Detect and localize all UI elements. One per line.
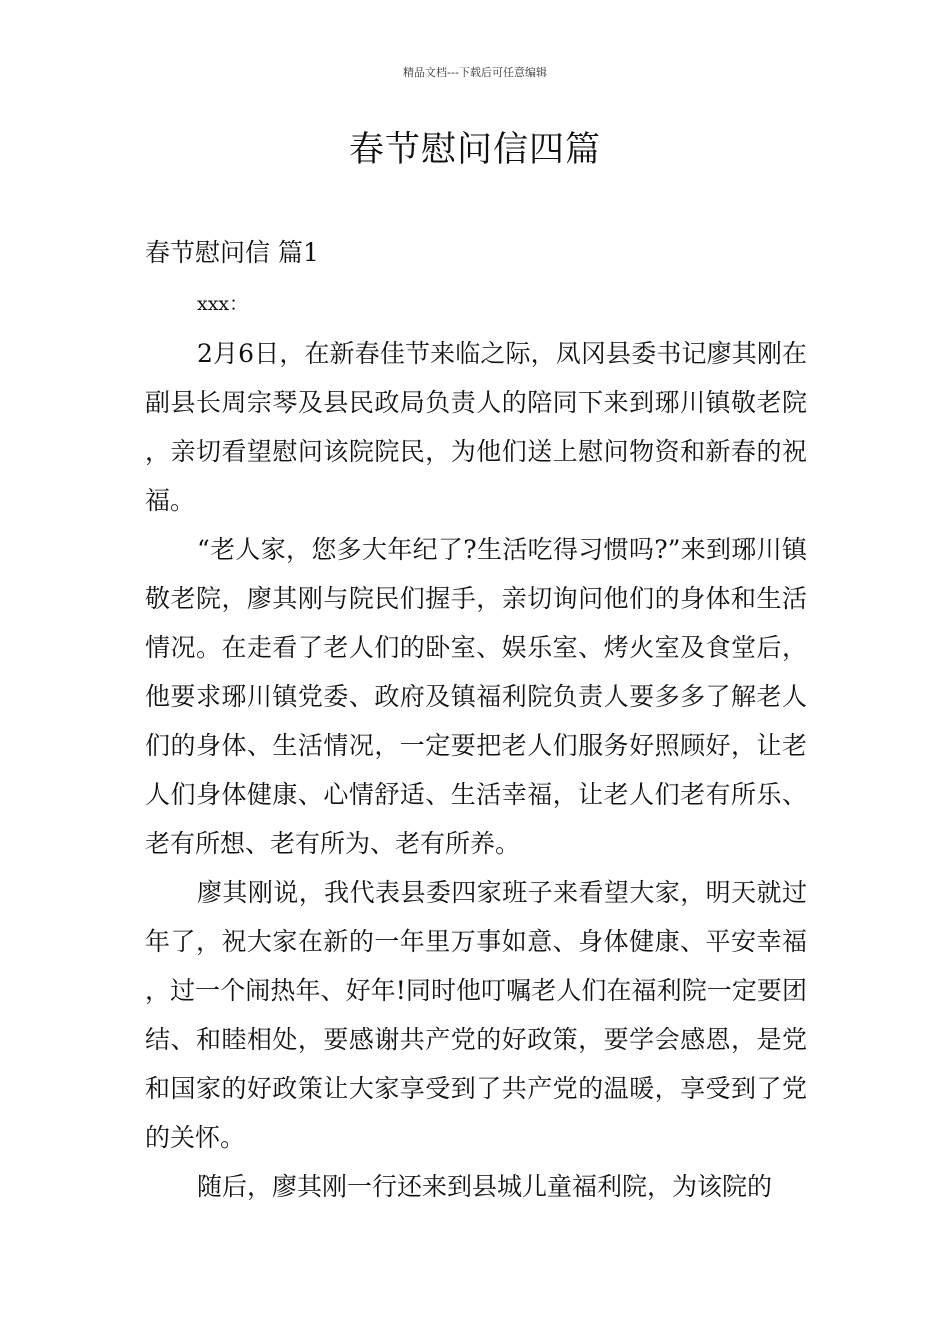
document-title: 春节慰问信四篇 (348, 130, 601, 170)
page-header-note: 精品文档---下载后可任意编辑 (403, 66, 547, 79)
body-paragraph: “老人家，您多大年纪了?生活吃得习惯吗?”来到琊川镇敬老院，廖其刚与院民们握手，亲切询问他们的身体和生活情况。在走看了老人们的卧室、娱乐室、烤火室及食堂后，他要求琊川镇党委、政府及镇福利院负责人要多多了解老人们的身体、生活情况，一定要把老人们服务好照顾好，让老人们身体健康、心情舒适、生活幸福，让老人们老有所乐、老有所想、老有所为、老有所养。 (145, 535, 807, 858)
document-body (145, 228, 807, 1211)
section-heading: 春节慰问信 篇1 (145, 238, 319, 267)
body-paragraph: 廖其刚说，我代表县委四家班子来看望大家，明天就过年了，祝大家在新的一年里万事如意、身体健康、平安幸福，过一个闹热年、好年!同时他叮嘱老人们在福利院一定要团结、和睦相处，要感谢共产党的好政策，要学会感恩，是党和国家的好政策让大家享受到了共产党的温暖，享受到了党的关怀。 (145, 878, 807, 1152)
body-paragraph: 随后，廖其刚一行还来到县城儿童福利院，为该院的 (197, 1172, 773, 1201)
letter-salutation: xxx： (197, 293, 249, 315)
body-paragraph: 2月6日，在新春佳节来临之际，凤冈县委书记廖其刚在副县长周宗琴及县民政局负责人的陪同下来到琊川镇敬老院，亲切看望慰问该院院民，为他们送上慰问物资和新春的祝福。 (145, 339, 807, 515)
